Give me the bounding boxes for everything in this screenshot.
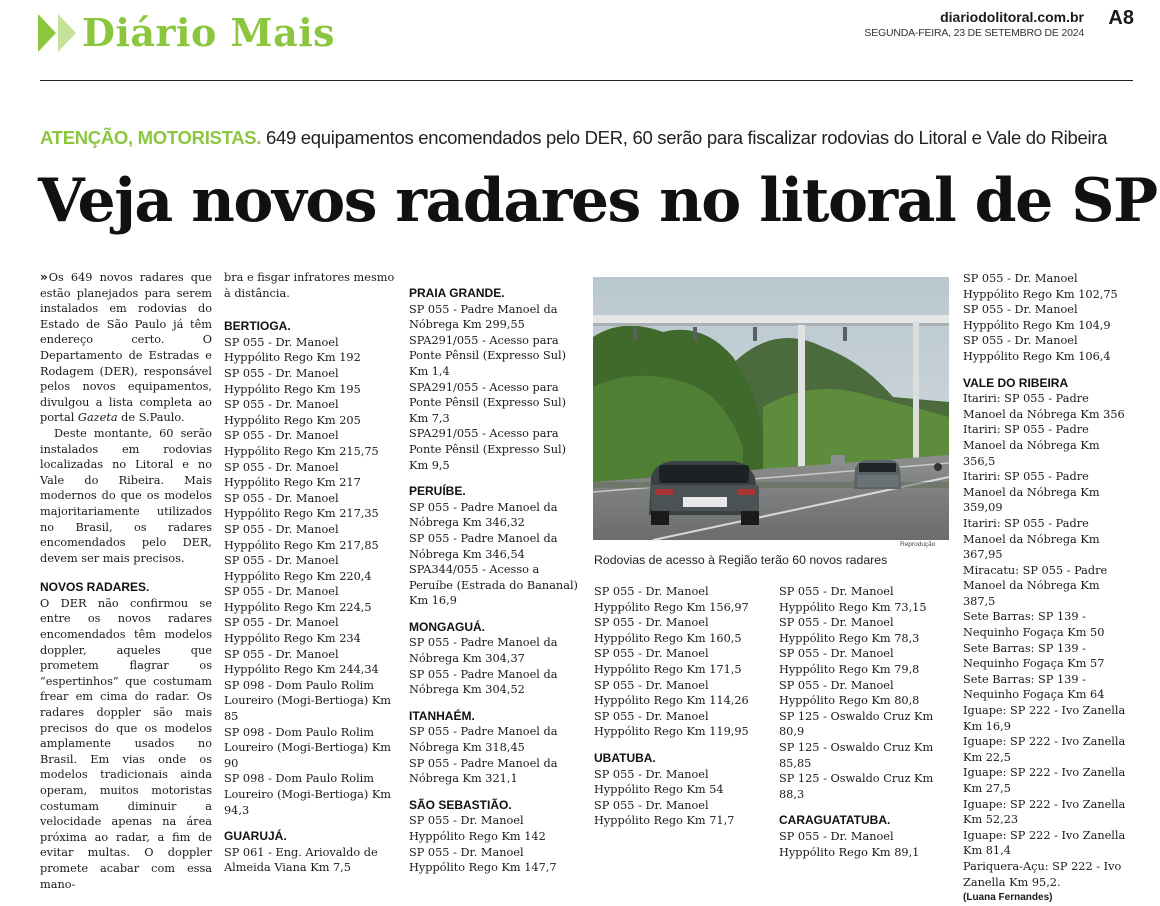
radar-list-item: SP 125 - Oswaldo Cruz Km 88,3 <box>779 772 934 801</box>
article-column-4 <box>594 584 766 829</box>
radar-list-item: SP 055 - Dr. Manoel Hyppólito Rego Km 78,3 <box>779 616 920 645</box>
radar-list-sao-sebastiao-part-1 <box>409 813 581 875</box>
radar-list-item: SP 055 - Dr. Manoel Hyppólito Rego Km 171,5 <box>594 647 742 676</box>
radar-list-item: SP 055 - Dr. Manoel Hyppólito Rego Km 234 <box>224 616 361 646</box>
radar-list-item: Iguape: SP 222 - Ivo Zanella Km 27,5 <box>963 766 1126 795</box>
radar-list-item: SP 055 - Padre Manoel da Nóbrega Km 299,55 <box>409 302 558 332</box>
article-photo <box>593 277 949 540</box>
radar-list-item: SP 098 - Dom Paulo Rolim Loureiro (Mogi-Bertioga) Km 85 <box>224 678 391 724</box>
radar-list-item: SP 055 - Dr. Manoel Hyppólito Rego Km 217,35 <box>224 491 379 521</box>
radar-list-item: SP 055 - Dr. Manoel Hyppólito Rego Km 142 <box>409 814 546 843</box>
radar-list-item: SP 055 - Dr. Manoel Hyppólito Rego Km 217,85 <box>224 522 379 552</box>
radar-list-item: SP 055 - Dr. Manoel Hyppólito Rego Km 89,1 <box>779 829 920 859</box>
site-url[interactable]: diariodolitoral.com.br <box>940 9 1084 25</box>
article-column-5 <box>779 584 951 860</box>
radar-list-itanhaem <box>409 724 581 786</box>
radar-list-item: SP 055 - Padre Manoel da Nóbrega Km 346,54 <box>409 531 558 561</box>
list-heading-sao-sebastiao: SÃO SEBASTIÃO. <box>409 797 512 812</box>
radar-list-item: SP 055 - Dr. Manoel Hyppólito Rego Km 215,75 <box>224 429 379 458</box>
radar-list-item: SPA344/055 - Acesso a Peruíbe (Estrada do Bananal) Km 16,9 <box>409 563 578 608</box>
list-heading-guaruja: GUARUJÁ. <box>224 829 287 844</box>
radar-list-praia-grande <box>409 302 581 474</box>
section-title: Diário Mais <box>82 10 336 55</box>
radar-list-item: SP 055 - Padre Manoel da Nóbrega Km 346,32 <box>409 500 558 530</box>
radar-list-item: SP 055 - Dr. Manoel Hyppólito Rego Km 106,4 <box>963 334 1111 363</box>
list-heading-vale-do-ribeira: VALE DO RIBEIRA <box>963 375 1069 390</box>
radar-list-item: Iguape: SP 222 - Ivo Zanella Km 52,23 <box>963 797 1126 827</box>
radar-list-item: SP 125 - Oswaldo Cruz Km 85,85 <box>779 740 934 770</box>
list-heading-mongagua: MONGAGUÁ. <box>409 619 485 634</box>
radar-list-item: Iguape: SP 222 - Ivo Zanella Km 81,4 <box>963 828 1126 858</box>
radar-list-bertioga <box>224 335 396 818</box>
radar-list-item: SP 055 - Dr. Manoel Hyppólito Rego Km 54 <box>594 767 724 797</box>
radar-list-item: SP 055 - Dr. Manoel Hyppólito Rego Km 244,34 <box>224 647 379 677</box>
page-number: A8 <box>1108 7 1134 29</box>
headline: Veja novos radares no litoral de SP <box>38 166 1157 236</box>
radar-list-caraguatatuba-part-1 <box>779 829 951 860</box>
radar-list-item: SP 055 - Dr. Manoel Hyppólito Rego Km 217 <box>224 460 361 490</box>
kicker <box>40 127 1140 149</box>
radar-list-item: SP 055 - Dr. Manoel Hyppólito Rego Km 220,4 <box>224 554 372 583</box>
article-paragraph: O DER não confirmou se entre os novos radares encomendados têm modelos doppler, aqueles que prometem flagrar os “espertinhos” que costumam frear em cima do radar. Os radares doppler são mais precisos do que os modelos amplamente usados no Brasil. Em vias onde os modelos tradicionais ainda operam, muitos motoristas costumam diminuir a velocidade apenas na área próxima ao radar, a fim de evitar multas. O doppler promete acabar com essa mano- <box>40 596 212 891</box>
list-heading-praia-grande: PRAIA GRANDE. <box>409 286 505 300</box>
radar-list-ubatuba-part-2 <box>779 584 951 802</box>
photo-credit: Reprodução <box>900 541 936 548</box>
radar-list-item: Itariri: SP 055 - Padre Manoel da Nóbrega Km 356 <box>963 392 1125 421</box>
article-paragraph: Deste montante, 60 serão instalados em rodovias localizadas no Litoral e no Vale do Ribeira. Mais modernos do que os modelos majoritariamente utilizados no Brasil, os radares encomendados pelo DER, devem ser mais precisos. <box>40 426 212 565</box>
radar-list-item: Iguape: SP 222 - Ivo Zanella Km 16,9 <box>963 704 1126 733</box>
radar-list-item: Itariri: SP 055 - Padre Manoel da Nóbrega Km 359,09 <box>963 470 1100 515</box>
radar-list-guaruja <box>224 845 396 876</box>
page-date: SEGUNDA-FEIRA, 23 DE SETEMBRO DE 2024 <box>864 27 1084 39</box>
radar-list-item: SP 098 - Dom Paulo Rolim Loureiro (Mogi-Bertioga) Km 94,3 <box>224 772 391 817</box>
list-heading-ubatuba: UBATUBA. <box>594 750 656 765</box>
article-paragraph: bra e fisgar infratores mesmo à distância. <box>224 271 395 300</box>
radar-list-item: SP 055 - Dr. Manoel Hyppólito Rego Km 80,8 <box>779 678 920 708</box>
radar-list-item: SP 125 - Oswaldo Cruz Km 80,9 <box>779 709 934 739</box>
radar-list-sao-sebastiao-part-2 <box>594 584 766 740</box>
radar-list-item: SP 055 - Dr. Manoel Hyppólito Rego Km 71,7 <box>594 798 735 828</box>
radar-list-item: Miracatu: SP 055 - Padre Manoel da Nóbrega Km 387,5 <box>963 563 1108 608</box>
radar-list-vale-do-ribeira <box>963 391 1135 890</box>
radar-list-item: SP 098 - Dom Paulo Rolim Loureiro (Mogi-Bertioga) Km 90 <box>224 725 391 770</box>
radar-list-item: SP 055 - Dr. Manoel Hyppólito Rego Km 104,9 <box>963 303 1111 332</box>
subheading: NOVOS RADARES. <box>40 580 150 595</box>
article-column-3 <box>409 286 581 876</box>
radar-list-item: SP 055 - Dr. Manoel Hyppólito Rego Km 79,8 <box>779 647 920 676</box>
header-divider <box>40 80 1133 81</box>
radar-list-item: SP 055 - Dr. Manoel Hyppólito Rego Km 160,5 <box>594 616 742 645</box>
radar-list-item: Sete Barras: SP 139 - Nequinho Fogaça Km 64 <box>963 672 1105 702</box>
chevron-right-icon <box>58 14 76 52</box>
radar-list-item: SP 055 - Dr. Manoel Hyppólito Rego Km 147,7 <box>409 845 557 875</box>
radar-list-ubatuba-part-1 <box>594 767 766 829</box>
radar-list-peruibe <box>409 500 581 609</box>
chevron-right-icon <box>38 14 56 52</box>
radar-list-item: Itariri: SP 055 - Padre Manoel da Nóbrega Km 356,5 <box>963 423 1100 468</box>
radar-list-item: SP 055 - Dr. Manoel Hyppólito Rego Km 114,26 <box>594 678 749 708</box>
radar-list-caraguatatuba-part-2 <box>963 271 1135 365</box>
radar-list-item: SP 055 - Dr. Manoel Hyppólito Rego Km 119,95 <box>594 709 749 739</box>
radar-list-item: SP 055 - Padre Manoel da Nóbrega Km 304,37 <box>409 636 558 666</box>
article-lead-paragraph: » Os 649 novos radares que estão planejados para serem instalados em rodovias do Estado de São Paulo já têm endereço certo. O Departamento de Estradas e Rodagem (DER), responsável pelos novos equipamentos, divulgou a lista completa ao portal Gazeta de S.Paulo. <box>40 270 212 425</box>
double-chevron-icon: » <box>40 270 45 284</box>
byline: (Luana Fernandes) <box>963 892 1053 904</box>
section-masthead <box>38 8 335 58</box>
article-column-2 <box>224 270 396 876</box>
radar-list-item: SPA291/055 - Acesso para Ponte Pênsil (Expresso Sul) Km 1,4 <box>409 333 567 378</box>
radar-list-mongagua <box>409 635 581 697</box>
radar-list-item: SP 055 - Padre Manoel da Nóbrega Km 321,1 <box>409 756 558 786</box>
radar-list-item: SP 055 - Dr. Manoel Hyppólito Rego Km 224,5 <box>224 585 372 614</box>
radar-list-item: Iguape: SP 222 - Ivo Zanella Km 22,5 <box>963 735 1126 764</box>
list-heading-itanhaem: ITANHAÉM. <box>409 708 475 723</box>
gazeta-reference: Gazeta <box>77 411 118 425</box>
list-heading-caraguatatuba: CARAGUATATUBA. <box>779 813 891 828</box>
radar-list-item: SP 055 - Padre Manoel da Nóbrega Km 318,45 <box>409 725 558 755</box>
radar-list-item: SP 055 - Dr. Manoel Hyppólito Rego Km 102,75 <box>963 272 1118 301</box>
radar-list-item: SP 055 - Padre Manoel da Nóbrega Km 304,52 <box>409 667 558 697</box>
radar-list-item: SPA291/055 - Acesso para Ponte Pênsil (Expresso Sul) Km 9,5 <box>409 427 567 472</box>
list-heading-peruibe: PERUÍBE. <box>409 484 466 499</box>
radar-list-item: SP 055 - Dr. Manoel Hyppólito Rego Km 73,15 <box>779 585 927 614</box>
article-column-6 <box>963 271 1135 906</box>
radar-list-item: Sete Barras: SP 139 - Nequinho Fogaça Km 50 <box>963 610 1105 640</box>
radar-list-item: SP 055 - Dr. Manoel Hyppólito Rego Km 192 <box>224 335 361 365</box>
article-column-1 <box>40 270 212 892</box>
photo-caption: Rodovias de acesso à Região terão 60 novos radares <box>594 553 888 567</box>
kicker-text: 649 equipamentos encomendados pelo DER, 60 serão para fiscalizar rodovias do Litoral e Vale do Ribeira <box>261 127 1108 148</box>
list-heading-bertioga: BERTIOGA. <box>224 319 291 334</box>
radar-list-item: SP 055 - Dr. Manoel Hyppólito Rego Km 156,97 <box>594 585 749 614</box>
kicker-label: ATENÇÃO, MOTORISTAS. <box>40 127 262 148</box>
radar-list-item: Itariri: SP 055 - Padre Manoel da Nóbrega Km 367,95 <box>963 516 1100 562</box>
radar-list-item: SP 061 - Eng. Ariovaldo de Almeida Viana Km 7,5 <box>224 845 378 875</box>
radar-list-item: Sete Barras: SP 139 - Nequinho Fogaça Km 57 <box>963 641 1105 671</box>
radar-list-item: Pariquera-Açu: SP 222 - Ivo Zanella Km 95,2. <box>963 859 1122 889</box>
radar-list-item: SP 055 - Dr. Manoel Hyppólito Rego Km 195 <box>224 366 361 396</box>
radar-list-item: SPA291/055 - Acesso para Ponte Pênsil (Expresso Sul) Km 7,3 <box>409 380 567 425</box>
radar-list-item: SP 055 - Dr. Manoel Hyppólito Rego Km 205 <box>224 398 361 427</box>
